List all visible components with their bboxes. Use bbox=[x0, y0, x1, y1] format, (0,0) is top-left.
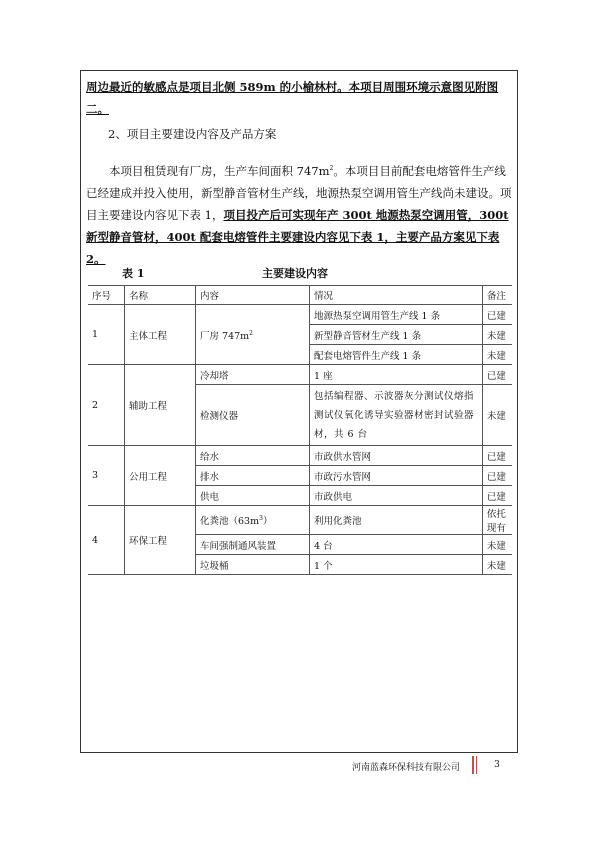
cell-no: 3 bbox=[88, 446, 125, 506]
cell-content: 垃圾桶 bbox=[196, 555, 310, 575]
cell-status: 配套电熔管件生产线 1 条 bbox=[310, 345, 483, 365]
table-row bbox=[88, 506, 512, 535]
section-heading: 2、项目主要建设内容及产品方案 bbox=[108, 127, 277, 141]
cell-content: 车间强制通风装置 bbox=[196, 535, 310, 555]
cell-note: 已建 bbox=[482, 305, 512, 325]
cell-content: 排水 bbox=[196, 466, 310, 486]
header-content: 内容 bbox=[196, 286, 310, 305]
cell-content-end: ） bbox=[262, 516, 273, 527]
cell-note: 已建 bbox=[482, 446, 512, 466]
cell-note: 未建 bbox=[482, 325, 512, 345]
cell-content bbox=[196, 305, 310, 365]
cell-no: 1 bbox=[88, 305, 125, 365]
cell-content bbox=[196, 506, 310, 535]
superscript: 2 bbox=[329, 165, 334, 172]
table-row bbox=[88, 305, 512, 325]
cell-status: 包括编程器、示波器灰分测试仪熔指测试仪氧化诱导实验器材密封试验器材，共 6 台 bbox=[310, 385, 483, 446]
cell-status: 新型静音管材生产线 1 条 bbox=[310, 325, 483, 345]
header-no: 序号 bbox=[88, 286, 125, 305]
cell-name: 主体工程 bbox=[125, 305, 196, 365]
cell-note: 依托现有 bbox=[482, 506, 512, 535]
table-header-row bbox=[88, 286, 512, 305]
table-row bbox=[88, 446, 512, 466]
cell-content-text: 厂房 747m bbox=[200, 330, 250, 342]
cell-note: 已建 bbox=[482, 365, 512, 385]
cell-note: 未建 bbox=[482, 345, 512, 365]
page-number: 3 bbox=[476, 756, 517, 774]
cell-note: 已建 bbox=[482, 466, 512, 486]
header-note: 备注 bbox=[482, 286, 512, 305]
cell-name: 辅助工程 bbox=[125, 365, 196, 446]
superscript: 3 bbox=[259, 514, 263, 522]
cell-content-text: 化粪池（63m bbox=[200, 516, 260, 527]
cell-status: 市政供电 bbox=[310, 486, 483, 506]
cell-content: 检测仪器 bbox=[196, 385, 310, 446]
superscript: 2 bbox=[249, 329, 253, 337]
cell-status: 市政供水管网 bbox=[310, 446, 483, 466]
cell-note: 未建 bbox=[482, 535, 512, 555]
cell-status: 利用化粪池 bbox=[310, 506, 483, 535]
cell-no: 4 bbox=[88, 506, 125, 575]
cell-name: 环保工程 bbox=[125, 506, 196, 575]
header-name: 名称 bbox=[125, 286, 196, 305]
cell-content: 给水 bbox=[196, 446, 310, 466]
paragraph-text-1: 本项目租赁现有厂房，生产车间面积 747m bbox=[109, 163, 330, 178]
cell-content: 冷却塔 bbox=[196, 365, 310, 385]
cell-status: 1 个 bbox=[310, 555, 483, 575]
cell-note: 未建 bbox=[482, 555, 512, 575]
cell-status: 1 座 bbox=[310, 365, 483, 385]
cell-note: 已建 bbox=[482, 486, 512, 506]
paragraph-sensitive-point: 周边最近的敏感点是项目北侧 589m 的小榆林村。本项目周围环境示意图见附图二。 bbox=[86, 80, 499, 116]
cell-status: 地源热泵空调用管生产线 1 条 bbox=[310, 305, 483, 325]
table-caption-title: 主要建设内容 bbox=[262, 267, 328, 280]
cell-no: 2 bbox=[88, 365, 125, 446]
cell-note: 未建 bbox=[482, 385, 512, 446]
header-status: 情况 bbox=[310, 286, 483, 305]
paragraph-construction bbox=[86, 158, 512, 270]
footer-separator bbox=[472, 756, 474, 774]
table-caption-number: 表 1 bbox=[122, 267, 145, 280]
cell-status: 市政污水管网 bbox=[310, 466, 483, 486]
footer-company: 河南蓝森环保科技有限公司 bbox=[352, 763, 461, 773]
cell-content: 供电 bbox=[196, 486, 310, 506]
page-frame-bottom bbox=[80, 752, 517, 753]
cell-name: 公用工程 bbox=[125, 446, 196, 506]
paragraph-bold-text: 项目投产后可实现年产 300t 地源热泵空调用管，300t 新型静音管材，400t 配套电熔管件主要建设内容见下表 1，主要产品方案见下表 2。 bbox=[86, 207, 509, 266]
paragraph-text-2: 。本项目目前配套电熔管件生产线已经建成并投入使用，新型静音管材生产线，地源热泵空调用管生产线尚未建设。项目主要建设内容见下表 1， bbox=[86, 163, 512, 222]
cell-status: 4 台 bbox=[310, 535, 483, 555]
construction-table bbox=[88, 285, 512, 575]
table-row bbox=[88, 365, 512, 385]
